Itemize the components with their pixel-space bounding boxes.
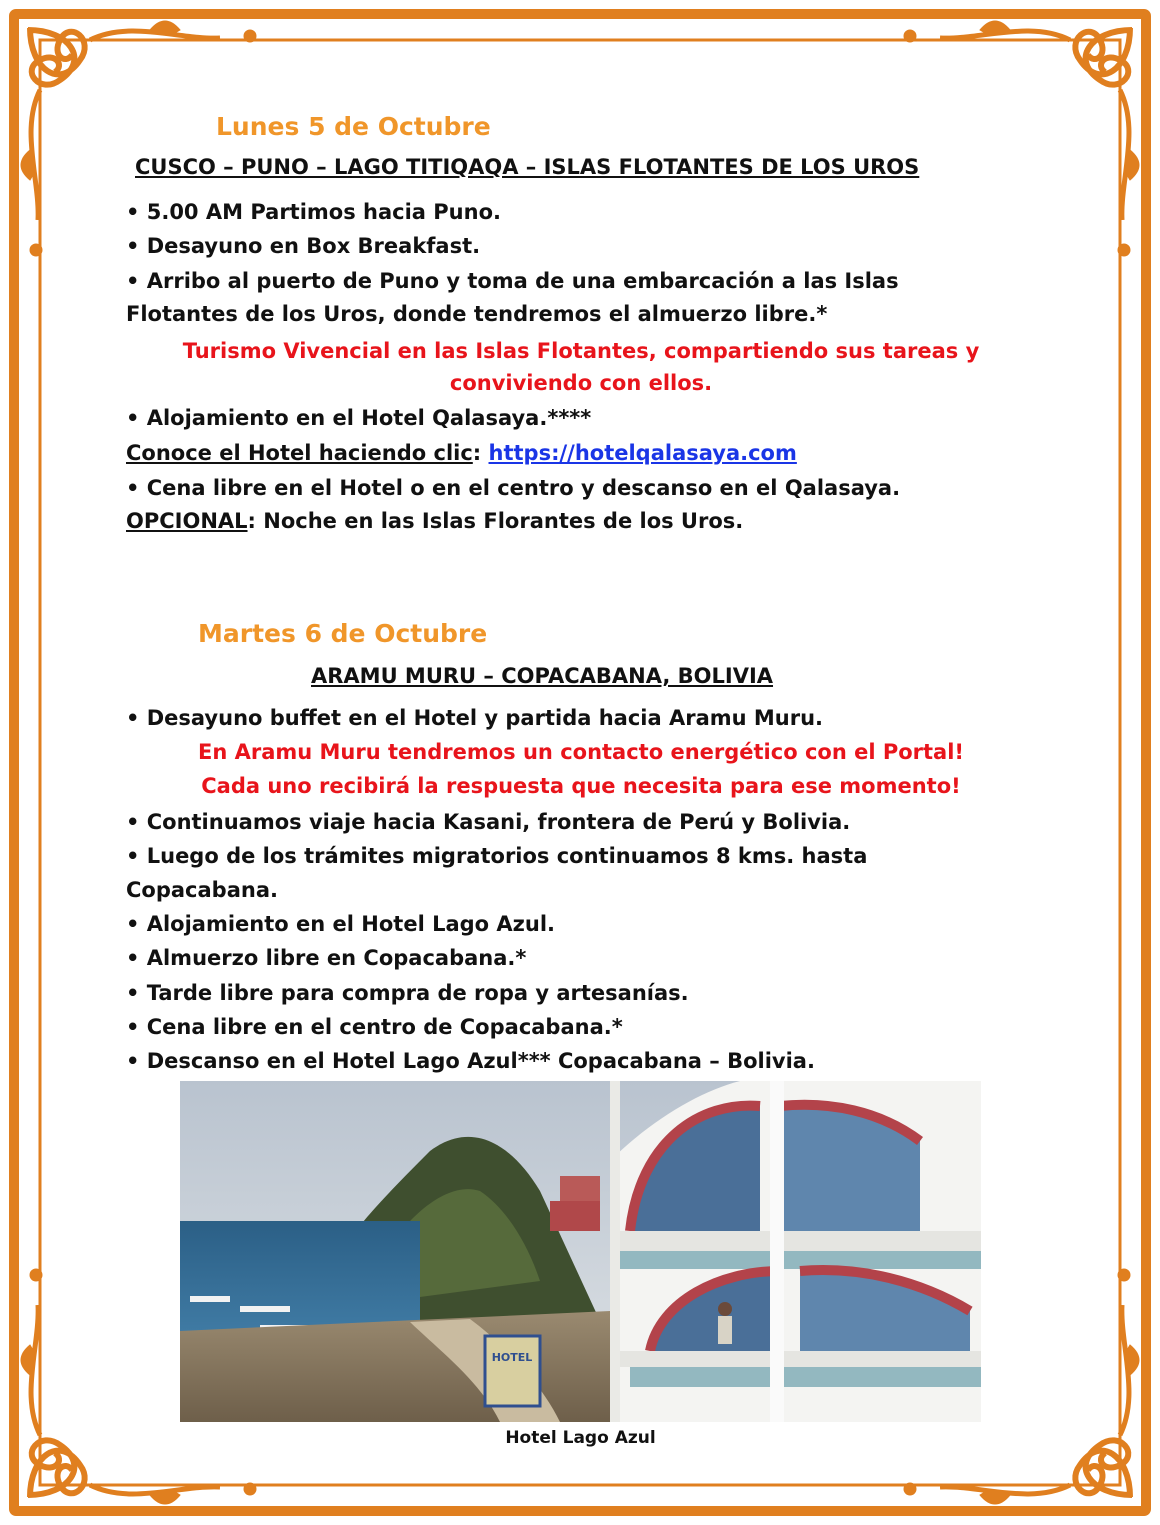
- day2-title: Martes 6 de Octubre: [198, 619, 488, 648]
- day2-highlight: Cada uno recibirá la respuesta que necesita para ese momento!: [201, 774, 961, 798]
- optional-text: : Noche en las Islas Florantes de los Uros.: [247, 509, 744, 533]
- day2-line: • Luego de los trámites migratorios continuamos 8 kms. hasta: [126, 844, 868, 868]
- hotel-link-label: Conoce el Hotel haciendo clic: [126, 441, 473, 465]
- day2-line: • Tarde libre para compra de ropa y artesanías.: [126, 981, 689, 1005]
- day2-highlight: En Aramu Muru tendremos un contacto energético con el Portal!: [198, 740, 964, 764]
- day1-optional-line: [126, 504, 743, 538]
- day2-line: • Descanso en el Hotel Lago Azul*** Copacabana – Bolivia.: [126, 1049, 815, 1073]
- hotel-sign-text: HOTEL: [491, 1351, 533, 1364]
- day1-title: Lunes 5 de Octubre: [216, 112, 491, 141]
- day1-line: • Arribo al puerto de Puno y toma de una embarcación a las Islas: [126, 269, 899, 293]
- hotel-photo-illustration: [180, 1081, 981, 1422]
- day1-highlight: Turismo Vivencial en las Islas Flotantes, compartiendo sus tareas y: [182, 339, 980, 363]
- day2-line: • Continuamos viaje hacia Kasani, frontera de Perú y Bolivia.: [126, 810, 851, 834]
- day1-line: Flotantes de los Uros, donde tendremos el almuerzo libre.*: [126, 302, 828, 326]
- day2-route: ARAMU MURU – COPACABANA, BOLIVIA: [311, 664, 774, 688]
- day1-dinner: • Cena libre en el Hotel o en el centro y descanso en el Qalasaya.: [126, 476, 901, 500]
- day2-line: • Desayuno buffet en el Hotel y partida hacia Aramu Muru.: [126, 706, 824, 730]
- corner-ornament-top-right: [904, 21, 1139, 256]
- day2-line: • Cena libre en el centro de Copacabana.*: [126, 1015, 623, 1039]
- photo-caption: Hotel Lago Azul: [505, 1428, 656, 1448]
- day1-highlight: conviviendo con ellos.: [449, 371, 713, 395]
- hotel-link-separator: :: [472, 441, 489, 465]
- day2-line: • Almuerzo libre en Copacabana.*: [126, 946, 527, 970]
- day1-lodging: • Alojamiento en el Hotel Qalasaya.****: [126, 406, 592, 430]
- optional-label: OPCIONAL: [126, 509, 248, 533]
- day1-hotel-link-line: [126, 436, 797, 470]
- day1-line: • Desayuno en Box Breakfast.: [126, 234, 481, 258]
- hotel-qalasaya-link[interactable]: https://hotelqalasaya.com: [488, 441, 797, 465]
- day1-line: • 5.00 AM Partimos hacia Puno.: [126, 200, 501, 224]
- day2-line: Copacabana.: [126, 878, 278, 902]
- day2-line: • Alojamiento en el Hotel Lago Azul.: [126, 912, 556, 936]
- day1-route: CUSCO – PUNO – LAGO TITIQAQA – ISLAS FLOTANTES DE LOS UROS: [135, 155, 920, 179]
- hotel-lago-azul-photo: [180, 1081, 981, 1422]
